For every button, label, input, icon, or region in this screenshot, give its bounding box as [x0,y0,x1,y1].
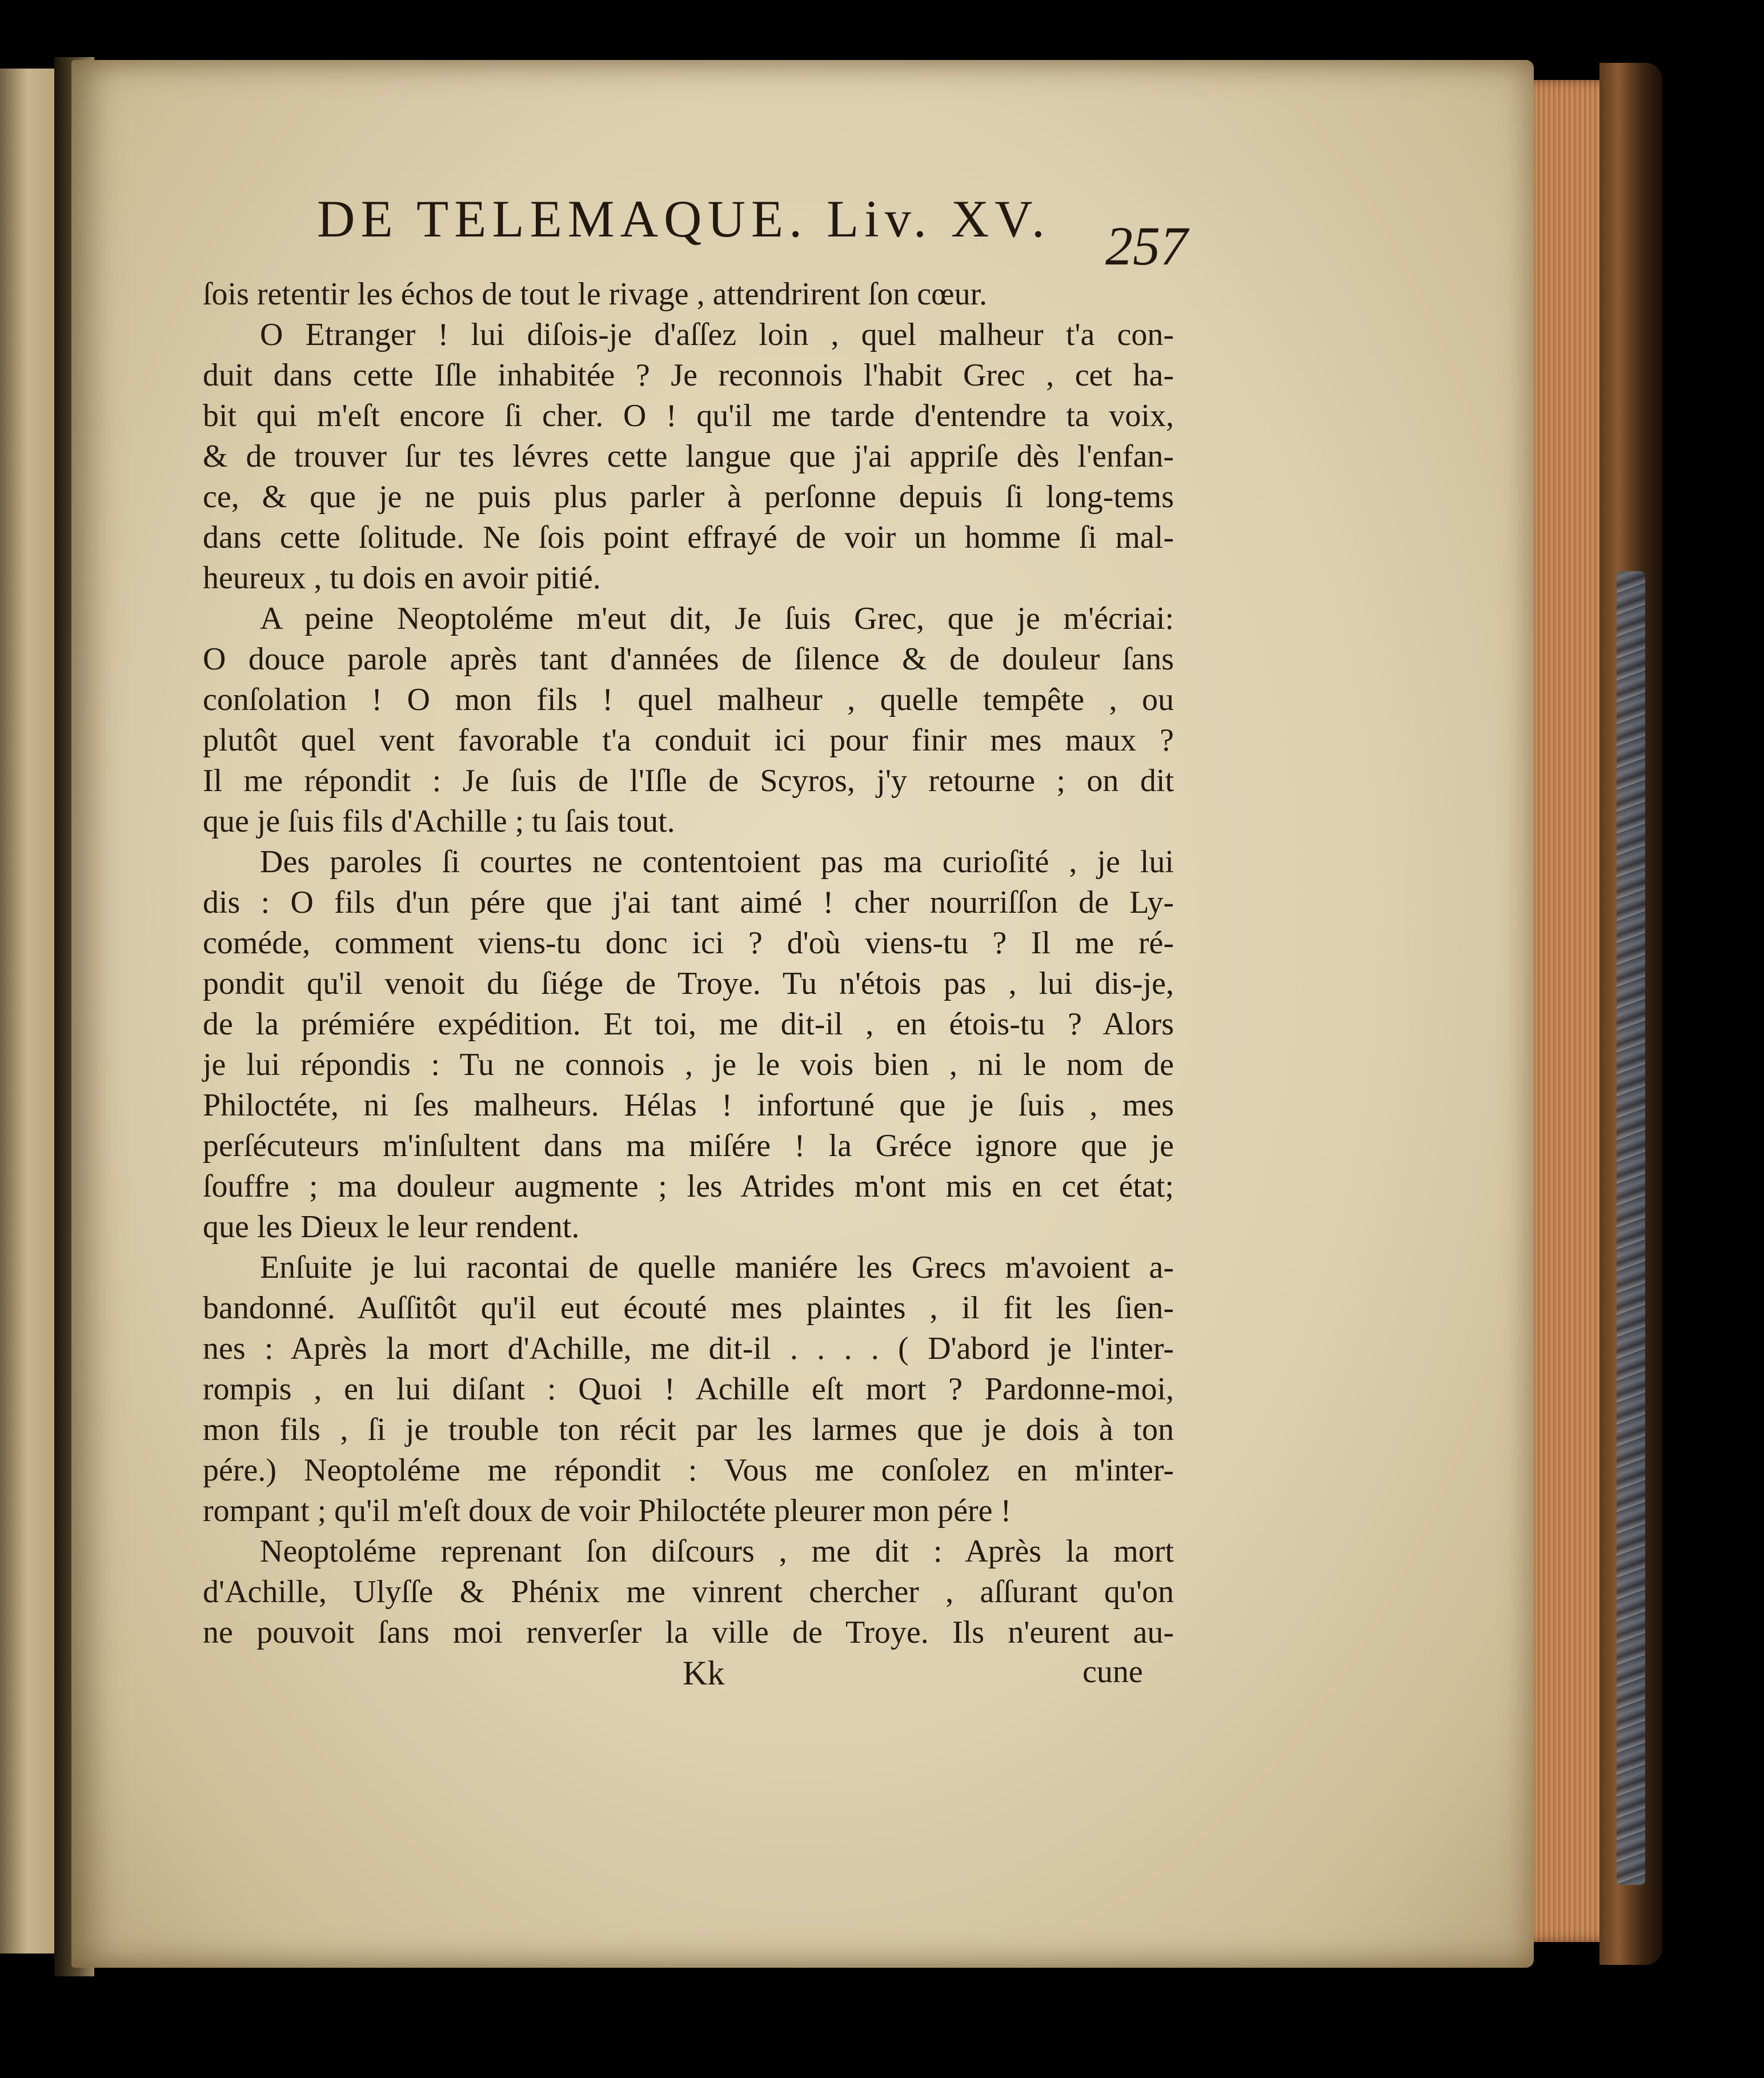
marbled-endpaper [1617,571,1645,1885]
page-number: 257 [1105,215,1188,276]
text-line: d'Achille, Ulyſſe & Phénix me vinrent chercher , aſſurant qu'on [203,1574,1174,1610]
text-line: O douce parole après tant d'années de ſilence & de douleur ſans [203,641,1174,677]
text-line: bandonné. Auſſitôt qu'il eut écouté mes plaintes , il fit les ſien- [203,1290,1174,1326]
text-line: heureux , tu dois en avoir pitié. [203,560,601,596]
catchword: cune [1083,1654,1143,1690]
text-line: perſécuteurs m'inſultent dans ma miſére ! la Gréce ignore que je [203,1128,1174,1164]
text-line: A peine Neoptoléme m'eut dit, Je ſuis Grec, que je m'écriai: [260,601,1174,636]
text-line: Il me répondit : Je ſuis de l'Iſle de Scyros, j'y retourne ; on dit [203,763,1174,799]
text-line: ce, & que je ne puis plus parler à perſonne depuis ſi long-tems [203,479,1174,515]
text-line: rompis , en lui diſant : Quoi ! Achille eſt mort ? Pardonne-moi, [203,1371,1174,1407]
text-line: pondit qu'il venoit du ſiége de Troye. Tu n'étois pas , lui dis-je, [203,966,1174,1001]
text-line: dans cette ſolitude. Ne ſois point effrayé de voir un homme ſi mal- [203,520,1174,555]
text-line: que les Dieux le leur rendent. [203,1209,580,1245]
text-line: O Etranger ! lui diſois-je d'aſſez loin , quel malheur t'a con- [260,317,1174,352]
text-line: je lui répondis : Tu ne connois , je le vois bien , ni le nom de [203,1047,1174,1082]
text-line: ſouffre ; ma douleur augmente ; les Atrides m'ont mis en cet état; [203,1169,1174,1204]
text-line: dis : O fils d'un pére que j'ai tant aimé ! cher nourriſſon de Ly- [203,885,1174,920]
text-line: conſolation ! O mon fils ! quel malheur , quelle tempête , ou [203,682,1174,717]
text-line: pére.) Neoptoléme me répondit : Vous me conſolez en m'inter- [203,1453,1174,1488]
text-line: coméde, comment viens-tu donc ici ? d'où viens-tu ? Il me ré- [203,925,1174,961]
text-line: Philoctéte, ni ſes malheurs. Hélas ! infortuné que je ſuis , mes [203,1088,1174,1123]
text-line: que je ſuis fils d'Achille ; tu ſais tout. [203,804,675,839]
text-line: & de trouver ſur tes lévres cette langue que j'ai appriſe dès l'enfan- [203,439,1174,474]
running-head: DE TELEMAQUE. Liv. XV. [317,190,1051,248]
text-line: mon fils , ſi je trouble ton récit par les larmes que je dois à ton [203,1412,1174,1447]
signature-mark: Kk [683,1654,725,1692]
text-line: Enſuite je lui racontai de quelle maniére les Grecs m'avoient a- [260,1250,1174,1285]
text-line: ne pouvoit ſans moi renverſer la ville de Troye. Ils n'eurent au- [203,1615,1174,1650]
body-text [203,274,1174,1653]
text-line: Neoptoléme reprenant ſon diſcours , me dit : Après la mort [260,1534,1174,1569]
text-line: bit qui m'eſt encore ſi cher. O ! qu'il me tarde d'entendre ta voix, [203,398,1174,434]
text-line: ſois retentir les échos de tout le rivage , attendrirent ſon cœur. [203,276,988,312]
text-line: de la prémiére expédition. Et toi, me dit-il , en étois-tu ? Alors [203,1006,1174,1042]
text-line: plutôt quel vent favorable t'a conduit ici pour finir mes maux ? [203,723,1174,758]
text-line: nes : Après la mort d'Achille, me dit-il . . . . ( D'abord je l'inter- [203,1331,1174,1366]
text-line: rompant ; qu'il m'eſt doux de voir Philoctéte pleurer mon pére ! [203,1493,1012,1529]
text-line: duit dans cette Iſle inhabitée ? Je reconnois l'habit Grec , cet ha- [203,358,1174,393]
text-line: Des paroles ſi courtes ne contentoient pas ma curioſité , je lui [260,844,1174,880]
